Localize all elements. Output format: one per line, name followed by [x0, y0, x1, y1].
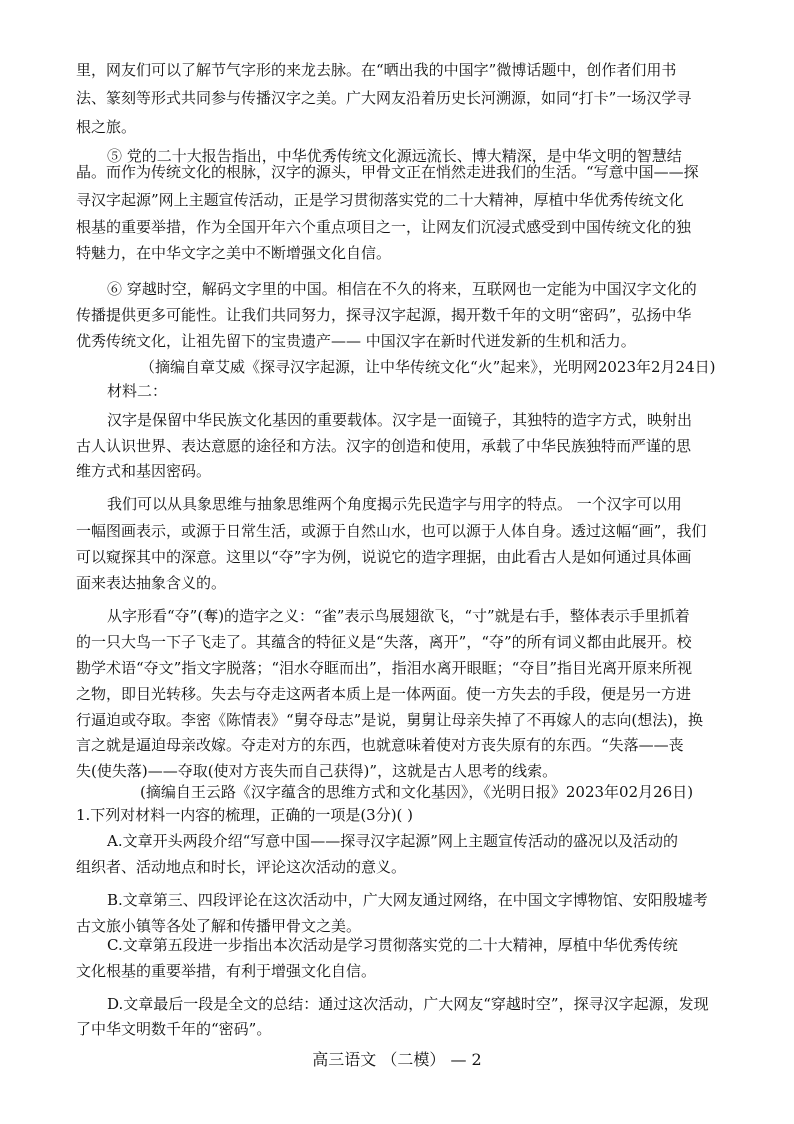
option-a-line: 组织者、活动地点和时长，评论这次活动的意义。 — [76, 858, 407, 876]
text-line: 的一只大鸟一下子飞走了。其蕴含的特征义是“失落，离开”，“夺”的所有词义都由此展开。校 — [76, 633, 692, 651]
text-line: ⑤ 党的二十大报告指出，中华优秀传统文化源远流长、博大精深，是中华文明的智慧结 — [107, 147, 682, 165]
option-b-line: 古文旅小镇等各处了解和传播甲骨文之美。 — [76, 917, 362, 935]
text-line: 之物，即目光转移。失去与夺走这两者本质上是一体两面。使一方失去的手段，便是另一方进 — [76, 685, 692, 703]
text-line: 根基的重要举措，作为全国开年六个重点项目之一，让网友们沉浸式感受到中国传统文化的独 — [76, 218, 692, 236]
page-footer: 高三语文 （二模） — 2 — [312, 1050, 482, 1069]
option-c-line: C.文章第五段进一步指出本次活动是学习贯彻落实党的二十大精神，厚植中华优秀传统 — [107, 936, 678, 954]
text-line: 维方式和基因密码。 — [76, 462, 212, 480]
text-line: 特魅力，在中华文字之美中不断增强文化自信。 — [76, 244, 392, 262]
source-citation: (摘编自王云路《汉字蕴含的思维方式和文化基因》，《光明日报》2023年02月26日) — [140, 783, 694, 801]
option-b-line: B.文章第三、四段评论在这次活动中，广大网友通过网络，在中国文字博物馆、安阳殷墟考 — [107, 891, 708, 909]
text-line: 我们可以从具象思维与抽象思维两个角度揭示先民造字与用字的特点。 一个汉字可以用 — [107, 495, 682, 513]
text-line: 失(使失落)——夺取(使对方丧失而自己获得)”，这就是古人思考的线索。 — [76, 762, 558, 780]
question-stem: 1.下列对材料一内容的梳理，正确的一项是(3分)( ) — [76, 806, 414, 824]
option-d-line: 了中华文明数千年的“密码”。 — [76, 1020, 272, 1038]
text-line: 可以窥探其中的深意。这里以“夺”字为例，说说它的造字理据，由此看古人是如何通过具体画 — [76, 548, 692, 566]
text-line: 从字形看“夺”(奪)的造字之义：“雀”表示鸟展翅欲飞，“寸”就是右手，整体表示手里抓着 — [107, 607, 690, 625]
option-d-line: D.文章最后一段是全文的总结：通过这次活动，广大网友“穿越时空”，探寻汉字起源，发现 — [107, 995, 709, 1013]
text-line: ⑥ 穿越时空，解码文字里的中国。相信在不久的将来，互联网也一定能为中国汉字文化的 — [107, 280, 697, 298]
text-line: 一幅图画表示，或源于日常生活，或源于自然山水，也可以源于人体自身。透过这幅“画”，我们 — [76, 522, 707, 540]
text-line: 根之旅。 — [76, 118, 137, 136]
text-line: 面来表达抽象含义的。 — [76, 574, 227, 592]
text-line: 行逼迫或夺取。李密《陈情表》“舅夺母志”是说，舅舅让母亲失掉了不再嫁人的志向(想法)，换 — [76, 711, 704, 729]
option-a-line: A.文章开头两段介绍“写意中国——探寻汉字起源”网上主题宣传活动的盛况以及活动的 — [107, 832, 678, 850]
text-line: 法、篆刻等形式共同参与传播汉字之美。广大网友沿着历史长河溯源，如同“打卡”一场汉学寻 — [76, 89, 692, 107]
source-citation: （摘编自章艾威《探寻汉字起源，让中华传统文化“火”起来》，光明网2023年2月24日) — [140, 358, 716, 376]
text-line: 勘学术语“夺文”指文字脱落；“泪水夺眶而出”，指泪水离开眼眶；“夺目”指目光离开原来所视 — [76, 659, 693, 677]
option-c-line: 文化根基的重要举措，有利于增强文化自信。 — [76, 962, 377, 980]
text-line: 传播提供更多可能性。让我们共同努力，探寻汉字起源，揭开数千年的文明“密码”，弘扬中华 — [76, 306, 692, 324]
text-line: 优秀传统文化，让祖先留下的宝贵遗产—— 中国汉字在新时代迸发新的生机和活力。 — [76, 332, 636, 350]
section-heading: 材料二： — [107, 382, 168, 400]
text-line: 古人认识世界、表达意愿的途径和方法。汉字的创造和使用，承载了中华民族独特而严谨的思 — [76, 437, 692, 455]
text-line: 汉字是保留中华民族文化基因的重要载体。汉字是一面镜子，其独特的造字方式，映射出 — [107, 411, 693, 429]
text-line: 寻汉字起源”网上主题宣传活动，正是学习贯彻落实党的二十大精神，厚植中华优秀传统文化 — [76, 191, 684, 209]
text-line: 里，网友们可以了解节气字形的来龙去脉。在“晒出我的中国字”微博话题中，创作者们用书 — [76, 61, 677, 79]
text-line: 言之就是逼迫母亲改嫁。夺走对方的东西，也就意味着使对方丧失原有的东西。“失落——丧 — [76, 736, 684, 754]
text-line: 晶。而作为传统文化的根脉，汉字的源头，甲骨文正在悄然走进我们的生活。“写意中国——探 — [76, 163, 699, 181]
